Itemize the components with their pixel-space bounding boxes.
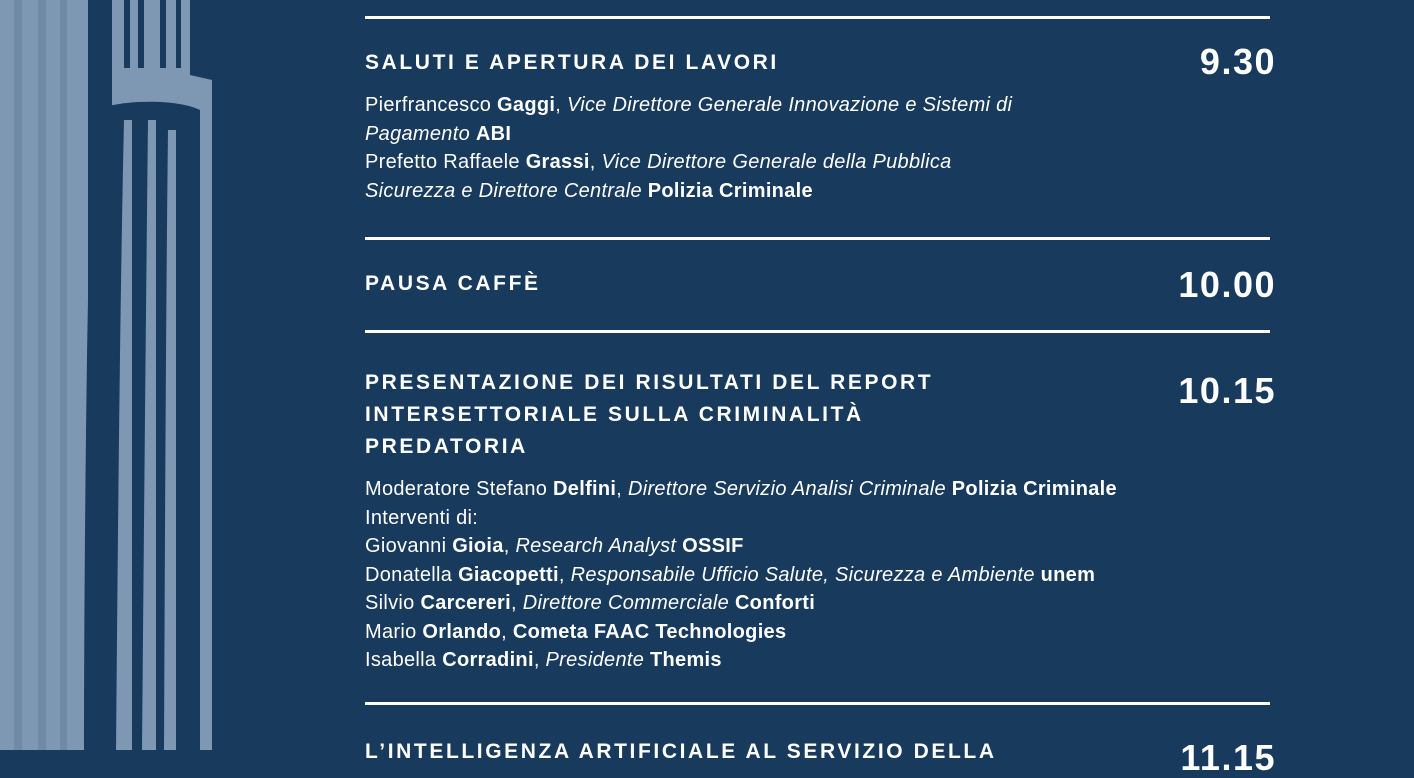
building-illustration bbox=[0, 0, 230, 750]
session-title: SALUTI E APERTURA DEI LAVORI bbox=[365, 51, 779, 74]
session-time: 9.30 bbox=[1199, 41, 1276, 82]
speaker: Silvio Carcereri, Direttore Commerciale Conforti bbox=[365, 592, 816, 614]
session-title: L’INTELLIGENZA ARTIFICIALE AL SERVIZIO DELLA bbox=[365, 740, 997, 763]
session-title: PRESENTAZIONE DEI RISULTATI DEL REPORT INTERSETTORIALE SULLA CRIMINALITÀ PREDATORIA bbox=[365, 371, 934, 458]
speaker: Mario Orlando, Cometa FAAC Technologies bbox=[365, 620, 787, 643]
session-title: PAUSA CAFFÈ bbox=[365, 272, 541, 295]
divider bbox=[365, 16, 1270, 19]
speaker: Giovanni Gioia, Research Analyst OSSIF bbox=[365, 535, 744, 557]
divider bbox=[365, 330, 1270, 333]
session-time: 10.00 bbox=[1178, 264, 1276, 305]
session-time: 10.15 bbox=[1178, 370, 1276, 411]
speaker-list bbox=[365, 475, 1265, 675]
speaker-cont: Pagamento ABI bbox=[365, 122, 512, 145]
speaker: Donatella Giacopetti, Responsabile Ufficio Salute, Sicurezza e Ambiente unem bbox=[365, 563, 1096, 586]
speaker: Prefetto Raffaele Grassi, Vice Direttore Generale della Pubblica bbox=[365, 151, 952, 173]
divider bbox=[365, 237, 1270, 240]
speaker: Isabella Corradini, Presidente Themis bbox=[365, 649, 722, 671]
interventi-label: Interventi di: bbox=[365, 506, 479, 529]
speaker: Pierfrancesco Gaggi, Vice Direttore Generale Innovazione e Sistemi di bbox=[365, 94, 1013, 116]
speaker-list bbox=[365, 91, 1265, 205]
moderator: Moderatore Stefano Delfini, Direttore Servizio Analisi Criminale Polizia Criminale bbox=[365, 478, 1117, 500]
divider bbox=[365, 702, 1270, 705]
speaker-cont: Sicurezza e Direttore Centrale Polizia Criminale bbox=[365, 179, 813, 202]
session-time: 11.15 bbox=[1180, 737, 1276, 778]
